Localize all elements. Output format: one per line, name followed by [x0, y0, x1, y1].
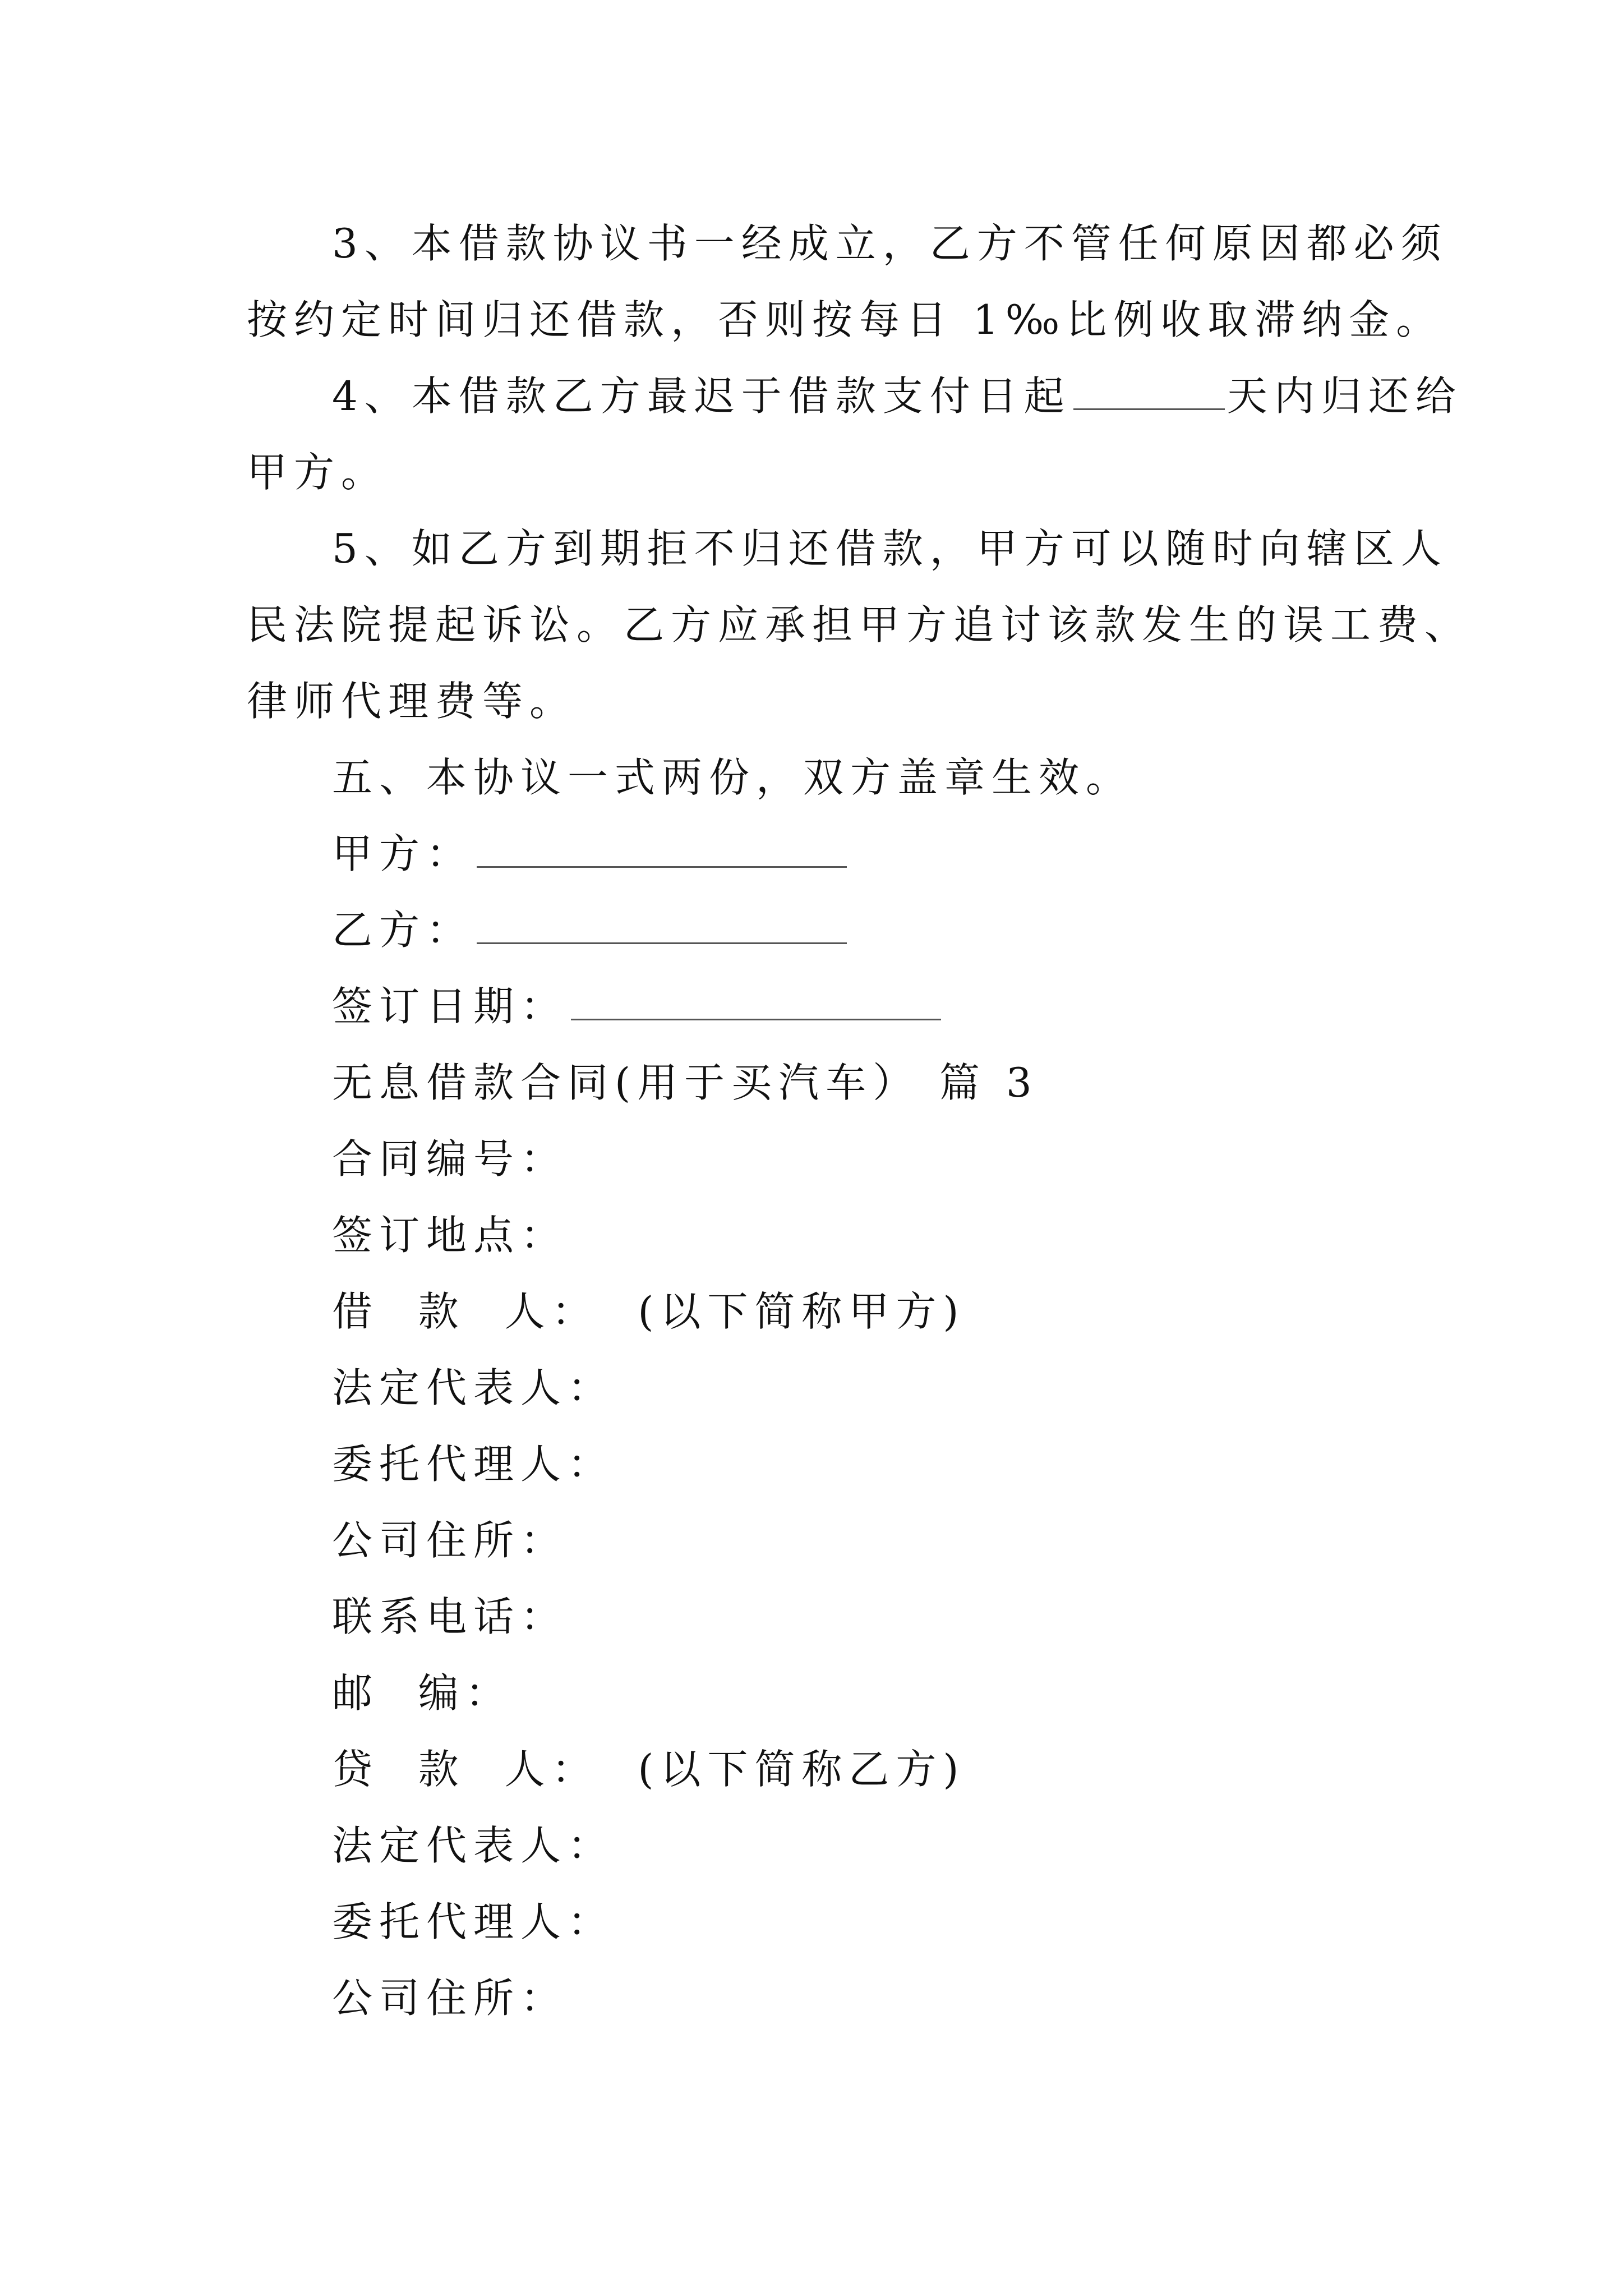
clause-5-cont-2	[247, 663, 1391, 739]
borrower-address: 公司住所：	[332, 1517, 568, 1564]
clause-5-line-3: 律师代理费等。	[247, 678, 577, 725]
party-b-label: 乙方：	[332, 907, 474, 954]
sign-place: 签订地点：	[332, 1212, 568, 1259]
lender-address: 公司住所：	[332, 1975, 568, 2022]
clause-4	[247, 358, 1463, 434]
clause-5	[247, 510, 1448, 587]
party-a-signature	[332, 816, 847, 892]
clause-4-prefix: 4、本借款乙方最迟于借款支付日起	[332, 372, 1071, 420]
clause-3-line-2: 按约定时间归还借款，否则按每日 1‰比例收取滞纳金。	[247, 296, 1444, 343]
clause-4-cont	[247, 434, 1391, 510]
borrower-phone: 联系电话：	[332, 1593, 568, 1640]
clause-3	[247, 205, 1448, 282]
clause-4-line-1	[247, 358, 1463, 434]
clause-4-line-2: 甲方。	[247, 449, 389, 496]
days-blank-line	[1073, 375, 1225, 410]
clause-3-line-1: 3、本借款协议书一经成立，乙方不管任何原因都必须	[332, 220, 1448, 267]
lender-agent: 委托代理人：	[332, 1898, 615, 1945]
lender: 贷 款 人： (以下简称乙方)	[332, 1746, 966, 1793]
sign-date-label: 签订日期：	[332, 983, 568, 1030]
contract-no: 合同编号：	[332, 1135, 568, 1182]
sign-date-blank-line	[571, 985, 941, 1020]
clause-5-line-2: 民法院提起诉讼。乙方应承担甲方追讨该款发生的误工费、	[247, 601, 1472, 648]
clause-4-suffix: 天内归还给	[1227, 372, 1463, 420]
party-a-label: 甲方：	[332, 830, 474, 877]
lender-legal-representative: 法定代表人：	[332, 1822, 615, 1869]
party-b-blank-line	[477, 909, 847, 944]
clause-5-line-1: 5、如乙方到期拒不归还借款，甲方可以随时向辖区人	[332, 525, 1448, 572]
contract-3-title: 无息借款合同(用于买汽车） 篇 3	[332, 1059, 1039, 1106]
clause-five: 五、本协议一式两份，双方盖章生效。	[332, 754, 1133, 801]
borrower-agent: 委托代理人：	[332, 1441, 615, 1488]
borrower-postcode: 邮 编：	[332, 1669, 513, 1717]
borrower: 借 款 人： (以下简称甲方)	[332, 1288, 966, 1335]
sign-date	[332, 968, 941, 1045]
borrower-legal-representative: 法定代表人：	[332, 1364, 615, 1411]
party-b-signature	[332, 892, 847, 968]
clause-3-cont	[247, 282, 1444, 358]
party-a-blank-line	[477, 832, 847, 868]
clause-5-cont-1	[247, 587, 1472, 663]
